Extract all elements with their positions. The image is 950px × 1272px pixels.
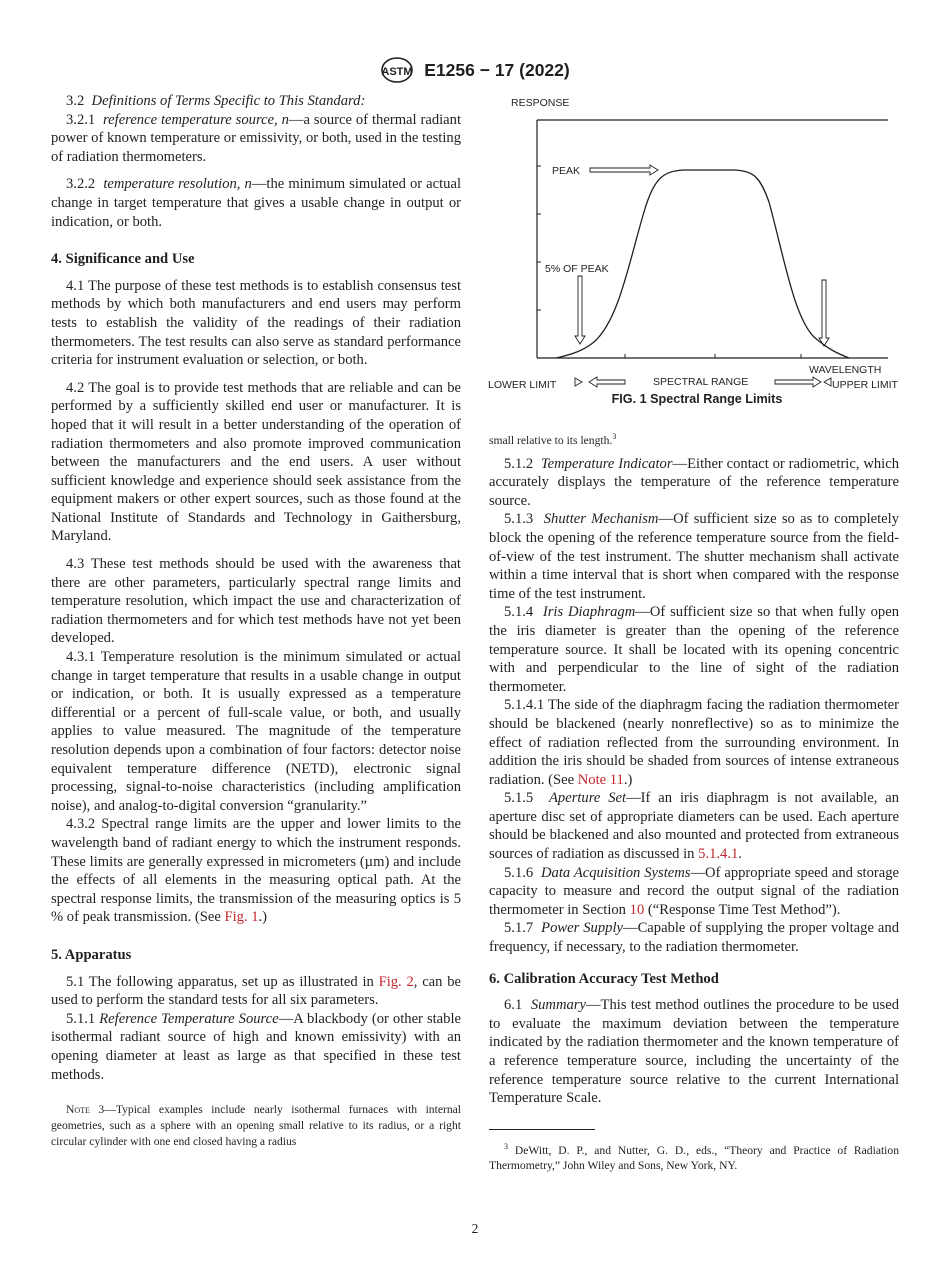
section-10-link[interactable]: 10 [629, 901, 645, 918]
section-5-1-2: 5.1.2 Temperature Indicator—Either contact or radiometric, which accurately displays the temperature of the reference temperature source. [489, 455, 899, 509]
section-5-1-4-1: 5.1.4.1 The side of the diaphragm facing the radiation thermometer should be blackened (nearly nonreflective) so as to minimize the effect of radiation reflected from the surrounding environment. In addition the iris should be shaded from sources of intense extraneous radiation. (See Note 11.) [489, 697, 899, 788]
section-5-1-7: 5.1.7 Power Supply—Capable of supplying the proper voltage and frequency, if necessary, to the radiation thermometer. [489, 920, 899, 956]
response-label: RESPONSE [511, 97, 570, 109]
section-3-2-1: 3.2.1 reference temperature source, n—a source of thermal radiant power of known temperature or emissivity, or both, used in the testing of radiation thermometers. [51, 111, 462, 165]
fig-1-link[interactable]: Fig. 1 [224, 909, 259, 926]
upper-limit-label: UPPER LIMIT [832, 379, 898, 391]
section-6-heading: 6. Calibration Accuracy Test Method [489, 970, 719, 987]
section-3-2: 3.2 Definitions of Terms Specific to This Standard: [66, 93, 366, 109]
lower-limit-arrows-icon [575, 378, 582, 386]
spectral-range-label: SPECTRAL RANGE [653, 376, 749, 388]
fig-2-link[interactable]: Fig. 2 [378, 973, 414, 990]
astm-logo-icon [380, 56, 414, 84]
section-5-1-3: 5.1.3 Shutter Mechanism—Of sufficient size so as to completely block the opening of the reference temperature source from the field-of-view of the test instrument. The shutter mechanism shall activate within a time interval that is short when compared with the response time of the test instrument. [489, 511, 899, 602]
upper-down-arrow-icon [819, 280, 829, 346]
spectral-range-diagram [484, 92, 910, 392]
right-column [489, 432, 899, 1174]
footnote-3: $^3$ DeWitt, D. P., and Nutter, G. D., eds., “Theory and Practice of Radiation Thermometry,” John Wiley and Sons, New York, NY. [489, 1141, 899, 1173]
left-column [51, 92, 461, 1149]
section-5-1-4: 5.1.4 Iris Diaphragm—Of sufficient size so that when fully open the iris diameter is greater than the opening of the reference temperature source. It shall be located with its opening concentric with and perpendicular to the line of sight of the radiation thermometer. [489, 604, 900, 695]
section-5-heading: 5. Apparatus [51, 946, 132, 963]
section-4-3-2: 4.3.2 Spectral range limits are the upper and lower limits to the wavelength band of radiant energy to which the instrument responds. These limits are generally expressed in micrometers (µm) and include the effects of all elements in the measuring optical path. At the spectral response limits, the transmission of the measuring optics is 5 % of peak transmission. (See Fig. 1.) [51, 816, 461, 926]
peak-arrow-icon [590, 165, 658, 175]
footnote-ref-3[interactable]: 3 [612, 432, 617, 442]
peak-label: PEAK [552, 165, 581, 177]
section-6-1: 6.1 Summary—This test method outlines the procedure to be used to evaluate the maximum deviation between the temperature indicated by the radiation thermometer and the known temperature of a reference temperature source, including the uncertainty of the reference temperature source relative to the current International Temperature Scale. [489, 997, 900, 1107]
section-4-3-1: 4.3.1 Temperature resolution is the minimum simulated or actual change in target temperature that results in a usable change in output or indication, or both. It is usually expressed as a temperature differential or a percent of full-scale value, or both, and usually applies to value measured. The magnitude of the temperature resolution depends upon a combination of four factors: detector noise equivalent temperature difference (NETD), electronic signal processing, signal-to-noise characteristics (including amplification noise), and analog-to-digital conversion “granularity.” [51, 649, 461, 814]
section-5-1-4-1-link[interactable]: 5.1.4.1 [698, 846, 739, 863]
note-3-continued: small relative to its length.$^3$ [489, 432, 617, 447]
section-5-1-6: 5.1.6 Data Acquisition Systems—Of appropriate speed and storage capacity to measure and record the output signal of the radiation thermometer in Section 10 (“Response Time Test Method”). [489, 864, 899, 918]
svg-text:ASTM: ASTM [381, 66, 413, 78]
note-11-link[interactable]: Note 11 [577, 771, 624, 788]
footnote-divider [489, 1129, 595, 1130]
section-5-1-5: 5.1.5 Aperture Set—If an iris diaphragm is not available, an aperture disc set of appropriate diameters can be used. Each aperture should be blackened and also mounted and protected from extraneous sources of radiation as discussed in 5.1.4.1. [489, 790, 900, 863]
page-number: 2 [471, 1221, 479, 1236]
figure-caption: FIG. 1 Spectral Range Limits [611, 392, 783, 406]
section-3-2-2: 3.2.2 temperature resolution, n—the minimum simulated or actual change in target temperature that gives a usable change in output or indication, or both. [51, 176, 461, 230]
section-4-heading: 4. Significance and Use [51, 251, 195, 268]
section-4-1: 4.1 The purpose of these test methods is to establish consensus test methods by which both manufacturers and end users may perform tests to establish the validity of the readings of their radiation thermometers. The test results can also serve as standard performance criteria for instrument evaluation or selection, or both. [51, 277, 461, 369]
right-arrow-icon [775, 377, 821, 387]
upper-limit-arrow-icon [824, 378, 831, 386]
page-header [0, 56, 950, 84]
section-4-3: 4.3 These test methods should be used with the awareness that there are other parameters, particularly spectral range limits and temperature resolution, which impact the use and characterization of radiation thermometers and for which test methods have not yet been developed. [51, 556, 461, 647]
section-5-1-1: 5.1.1 Reference Temperature Source—A blackbody (or other stable isothermal radiant source of high and known emissivity) with an opening diameter at least as large as that specified in these test methods. [51, 1010, 461, 1083]
five-pct-label: 5% OF PEAK [545, 263, 609, 275]
section-4-2: 4.2 The goal is to provide test methods that are reliable and can be performed by a sufficiently skilled end user or manufacturer. It is hoped that it will result in a better understanding of the operation of radiation thermometers and also promote improved communication between the manufacturers and the end users. A user without sufficient knowledge and experience should seek assistance from the equipment makers or other expert sources, such as those found at the National Institute of Standards and Technology in Gaithersburg, Maryland. [51, 379, 461, 545]
section-5-1: 5.1 The following apparatus, set up as illustrated in Fig. 2, can be used to perform the standard tests for all six parameters. [51, 973, 461, 1009]
figure-1-spectral-range [484, 92, 910, 410]
lower-limit-label: LOWER LIMIT [488, 379, 557, 391]
note-3: Note 3—Typical examples include nearly isothermal furnaces with internal geometries, such as a sphere with an opening small relative to its radius, or a right circular cylinder with one end closed having a radius [51, 1103, 461, 1148]
document-title: E1256 − 17 (2022) [424, 59, 570, 80]
lower-down-arrow-icon [575, 276, 585, 344]
left-arrow-icon [589, 377, 625, 387]
wavelength-label: WAVELENGTH [809, 364, 882, 376]
